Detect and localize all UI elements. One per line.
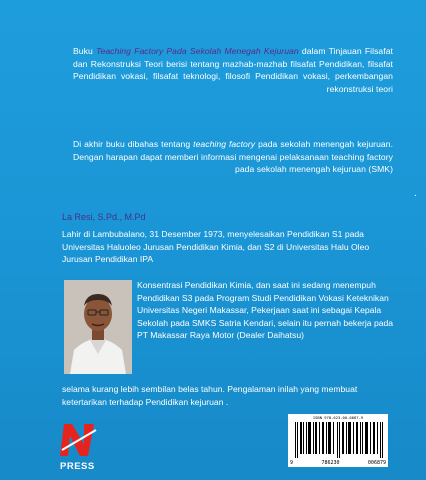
- barcode-digits-right: 006879: [367, 460, 386, 466]
- blurb-text: pada sekolah menengah kejuruan. Dengan harapan dapat memberi informasi mengenai pelaksanaan teaching factory pada sekolah menengah kejuruan (SMK): [73, 139, 394, 175]
- barcode-digit-first: 9: [290, 460, 294, 466]
- author-name: La Resi, S.Pd., M.Pd: [62, 212, 146, 222]
- book-title-inline: Teaching Factory Pada Sekolah Menegah Kejuruan: [96, 46, 299, 56]
- isbn-label: ISBN 978-623-00-0687-9: [312, 415, 364, 420]
- author-photo: [64, 280, 132, 374]
- blurb-text: Di akhir buku dibahas tentang: [73, 139, 194, 149]
- author-bio-1: Lahir di Lambubalano, 31 Desember 1973, menyelesaikan Pendidikan S1 pada Universitas Haluoleo Jurusan Pendidikan Kimia, dan S2 di Universitas Halu Oleo Jurusan Pendidikan IPA: [62, 229, 370, 265]
- barcode-digits-left: 786230: [321, 460, 340, 466]
- blurb-text: Buku: [73, 46, 96, 56]
- blurb-emphasis: teaching factory: [193, 139, 256, 149]
- blurb-text: dalam Tinjauan Filsafat dan Rekonstruksi Teori berisi tentang mazhab-mazhab filsafat Pendidikan, filsafat Pendidikan vokasi, filsafat teknologi, filosofi Pendidikan vokasi, perkembangan rekonstruksi teori: [73, 46, 393, 94]
- isbn-barcode: [288, 414, 388, 467]
- decorative-dot: .: [414, 188, 417, 199]
- author-bio-3: selama kurang lebih sembilan belas tahun. Pengalaman inilah yang membuat ketertarikan terhadap Pendidikan kejuruan .: [62, 384, 358, 407]
- barcode-digits: [290, 460, 386, 466]
- publisher-name: PRESS: [60, 461, 95, 472]
- author-bio-2: Konsentrasi Pendidikan Kimia, dan saat ini sedang menempuh Pendidikan S3 pada Program Studi Pendidikan Vokasi Keteknikan Universitas Negeri Makassar, Pekerjaan saat ini sebagai Kepala Sekolah pada SMKS Satria Kendari, selain itu pernah bekerja pada PT Makassar Raya Motor (Dealer Daihatsu): [137, 280, 394, 341]
- blurb-paragraph-2: [73, 138, 393, 176]
- blurb-paragraph-1: [73, 45, 393, 95]
